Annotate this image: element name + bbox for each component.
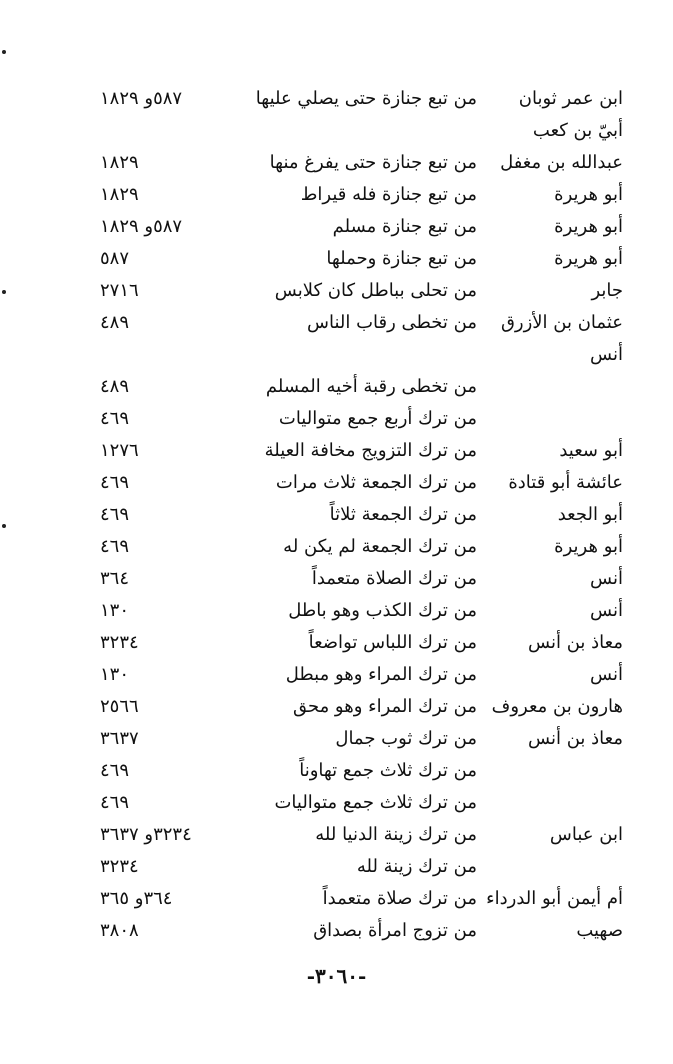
reference-numbers: ٣٦٣٧ [100,728,139,749]
narrator-cell: أنس [590,344,623,365]
table-row [0,180,673,212]
hadith-cell: من ترك أربع جمع متواليات [278,408,477,429]
reference-numbers: ٢٥٦٦ [100,696,139,717]
table-row [0,212,673,244]
hadith-cell: من تبع جنازة فله قيراط [300,184,477,205]
hadith-cell: من تزوج امرأة بصداق [313,920,477,941]
table-row [0,820,673,852]
reference-numbers: ٥٨٧و ١٨٢٩ [100,88,183,109]
reference-numbers: ٣٢٣٤ [100,856,139,877]
table-row [0,628,673,660]
hadith-cell: من ترك ثوب جمال [335,728,477,749]
table-row [0,308,673,340]
table-row [0,660,673,692]
hadith-cell: من تبع جنازة حتى يفرغ منها [269,152,477,173]
table-row [0,244,673,276]
table-row [0,788,673,820]
narrator-cell: أبو هريرة [554,536,623,557]
reference-numbers: ١٣٠ [100,600,130,621]
narrator-cell: عثمان بن الأزرق [500,312,623,333]
reference-numbers: ٥٨٧ [100,248,130,269]
hadith-cell: من ترك ثلاث جمع تهاوناً [299,760,477,781]
reference-numbers: ١٢٧٦ [100,440,139,461]
hadith-cell: من ترك الجمعة ثلاثاً [329,504,477,525]
hadith-cell: من تبع جنازة وحملها [326,248,477,269]
table-row [0,116,673,148]
narrator-cell: هارون بن معروف [491,696,623,717]
narrator-cell: أم أيمن أبو الدرداء [486,888,623,909]
table-row [0,724,673,756]
narrator-cell: أبو الجعد [557,504,623,525]
table-row [0,596,673,628]
reference-numbers: ٤٦٩ [100,536,130,557]
narrator-cell: عبدالله بن مغفل [500,152,623,173]
table-row [0,884,673,916]
table-row [0,756,673,788]
hadith-cell: من ترك الجمعة لم يكن له [283,536,477,557]
page-number: -٣٠٦٠- [306,964,367,988]
narrator-cell: جابر [591,280,623,301]
reference-numbers: ٣٢٣٤ [100,632,139,653]
narrator-cell: أبيّ بن كعب [532,120,623,141]
table-row [0,916,673,948]
hadith-cell: من ترك المراء وهو مبطل [285,664,477,685]
narrator-cell: أبو هريرة [554,184,623,205]
table-row [0,340,673,372]
table-row [0,692,673,724]
narrator-cell: معاذ بن أنس [528,632,623,653]
table-row [0,532,673,564]
table-row [0,148,673,180]
table-row [0,852,673,884]
reference-numbers: ٢٧١٦ [100,280,139,301]
hadith-cell: من ترك الصلاة متعمداً [311,568,477,589]
reference-numbers: ٤٦٩ [100,504,130,525]
narrator-cell: أبو هريرة [554,216,623,237]
narrator-cell: أبو هريرة [554,248,623,269]
narrator-cell: أنس [590,600,623,621]
hadith-cell: من ترك صلاة متعمداً [322,888,477,909]
narrator-cell: أنس [590,568,623,589]
hadith-cell: من تبع جنازة حتى يصلي عليها [255,88,477,109]
narrator-cell: صهيب [576,920,623,941]
hadith-cell: من ترك اللباس تواضعاً [308,632,477,653]
table-row [0,276,673,308]
reference-numbers: ٣٦٤ [100,568,130,589]
hadith-cell: من ترك المراء وهو محق [292,696,477,717]
reference-numbers: ١٨٢٩ [100,184,139,205]
reference-numbers: ٤٦٩ [100,792,130,813]
reference-numbers: ٤٦٩ [100,760,130,781]
reference-numbers: ٣٢٣٤و ٣٦٣٧ [100,824,192,845]
reference-numbers: ٥٨٧و ١٨٢٩ [100,216,183,237]
narrator-cell: عائشة أبو قتادة [508,472,623,493]
narrator-cell: معاذ بن أنس [528,728,623,749]
reference-numbers: ٤٨٩ [100,376,130,397]
narrator-cell: أبو سعيد [559,440,623,461]
margin-mark [2,50,6,54]
hadith-cell: من ترك الكذب وهو باطل [288,600,477,621]
table-row [0,372,673,404]
narrator-cell: ابن عباس [549,824,623,845]
hadith-cell: من ترك التزويج مخافة العيلة [264,440,477,461]
narrator-cell: ابن عمر ثوبان [518,88,623,109]
reference-numbers: ١٨٢٩ [100,152,139,173]
reference-numbers: ١٣٠ [100,664,130,685]
reference-numbers: ٤٨٩ [100,312,130,333]
reference-numbers: ٤٦٩ [100,408,130,429]
table-row [0,500,673,532]
hadith-cell: من تخطى رقبة أخيه المسلم [265,376,477,397]
reference-numbers: ٣٦٤و ٣٦٥ [100,888,173,909]
reference-numbers: ٤٦٩ [100,472,130,493]
hadith-cell: من ترك زينة الدنيا لله [315,824,477,845]
table-row [0,436,673,468]
hadith-cell: من تبع جنازة مسلم [332,216,477,237]
table-row [0,468,673,500]
hadith-cell: من ترك زينة لله [356,856,477,877]
hadith-cell: من ترك ثلاث جمع متواليات [274,792,477,813]
table-row [0,404,673,436]
reference-numbers: ٣٨٠٨ [100,920,139,941]
hadith-cell: من تخطى رقاب الناس [306,312,477,333]
hadith-cell: من ترك الجمعة ثلاث مرات [275,472,477,493]
table-row [0,564,673,596]
hadith-cell: من تحلى بباطل كان كلابس [274,280,477,301]
narrator-cell: أنس [590,664,623,685]
table-row [0,84,673,116]
